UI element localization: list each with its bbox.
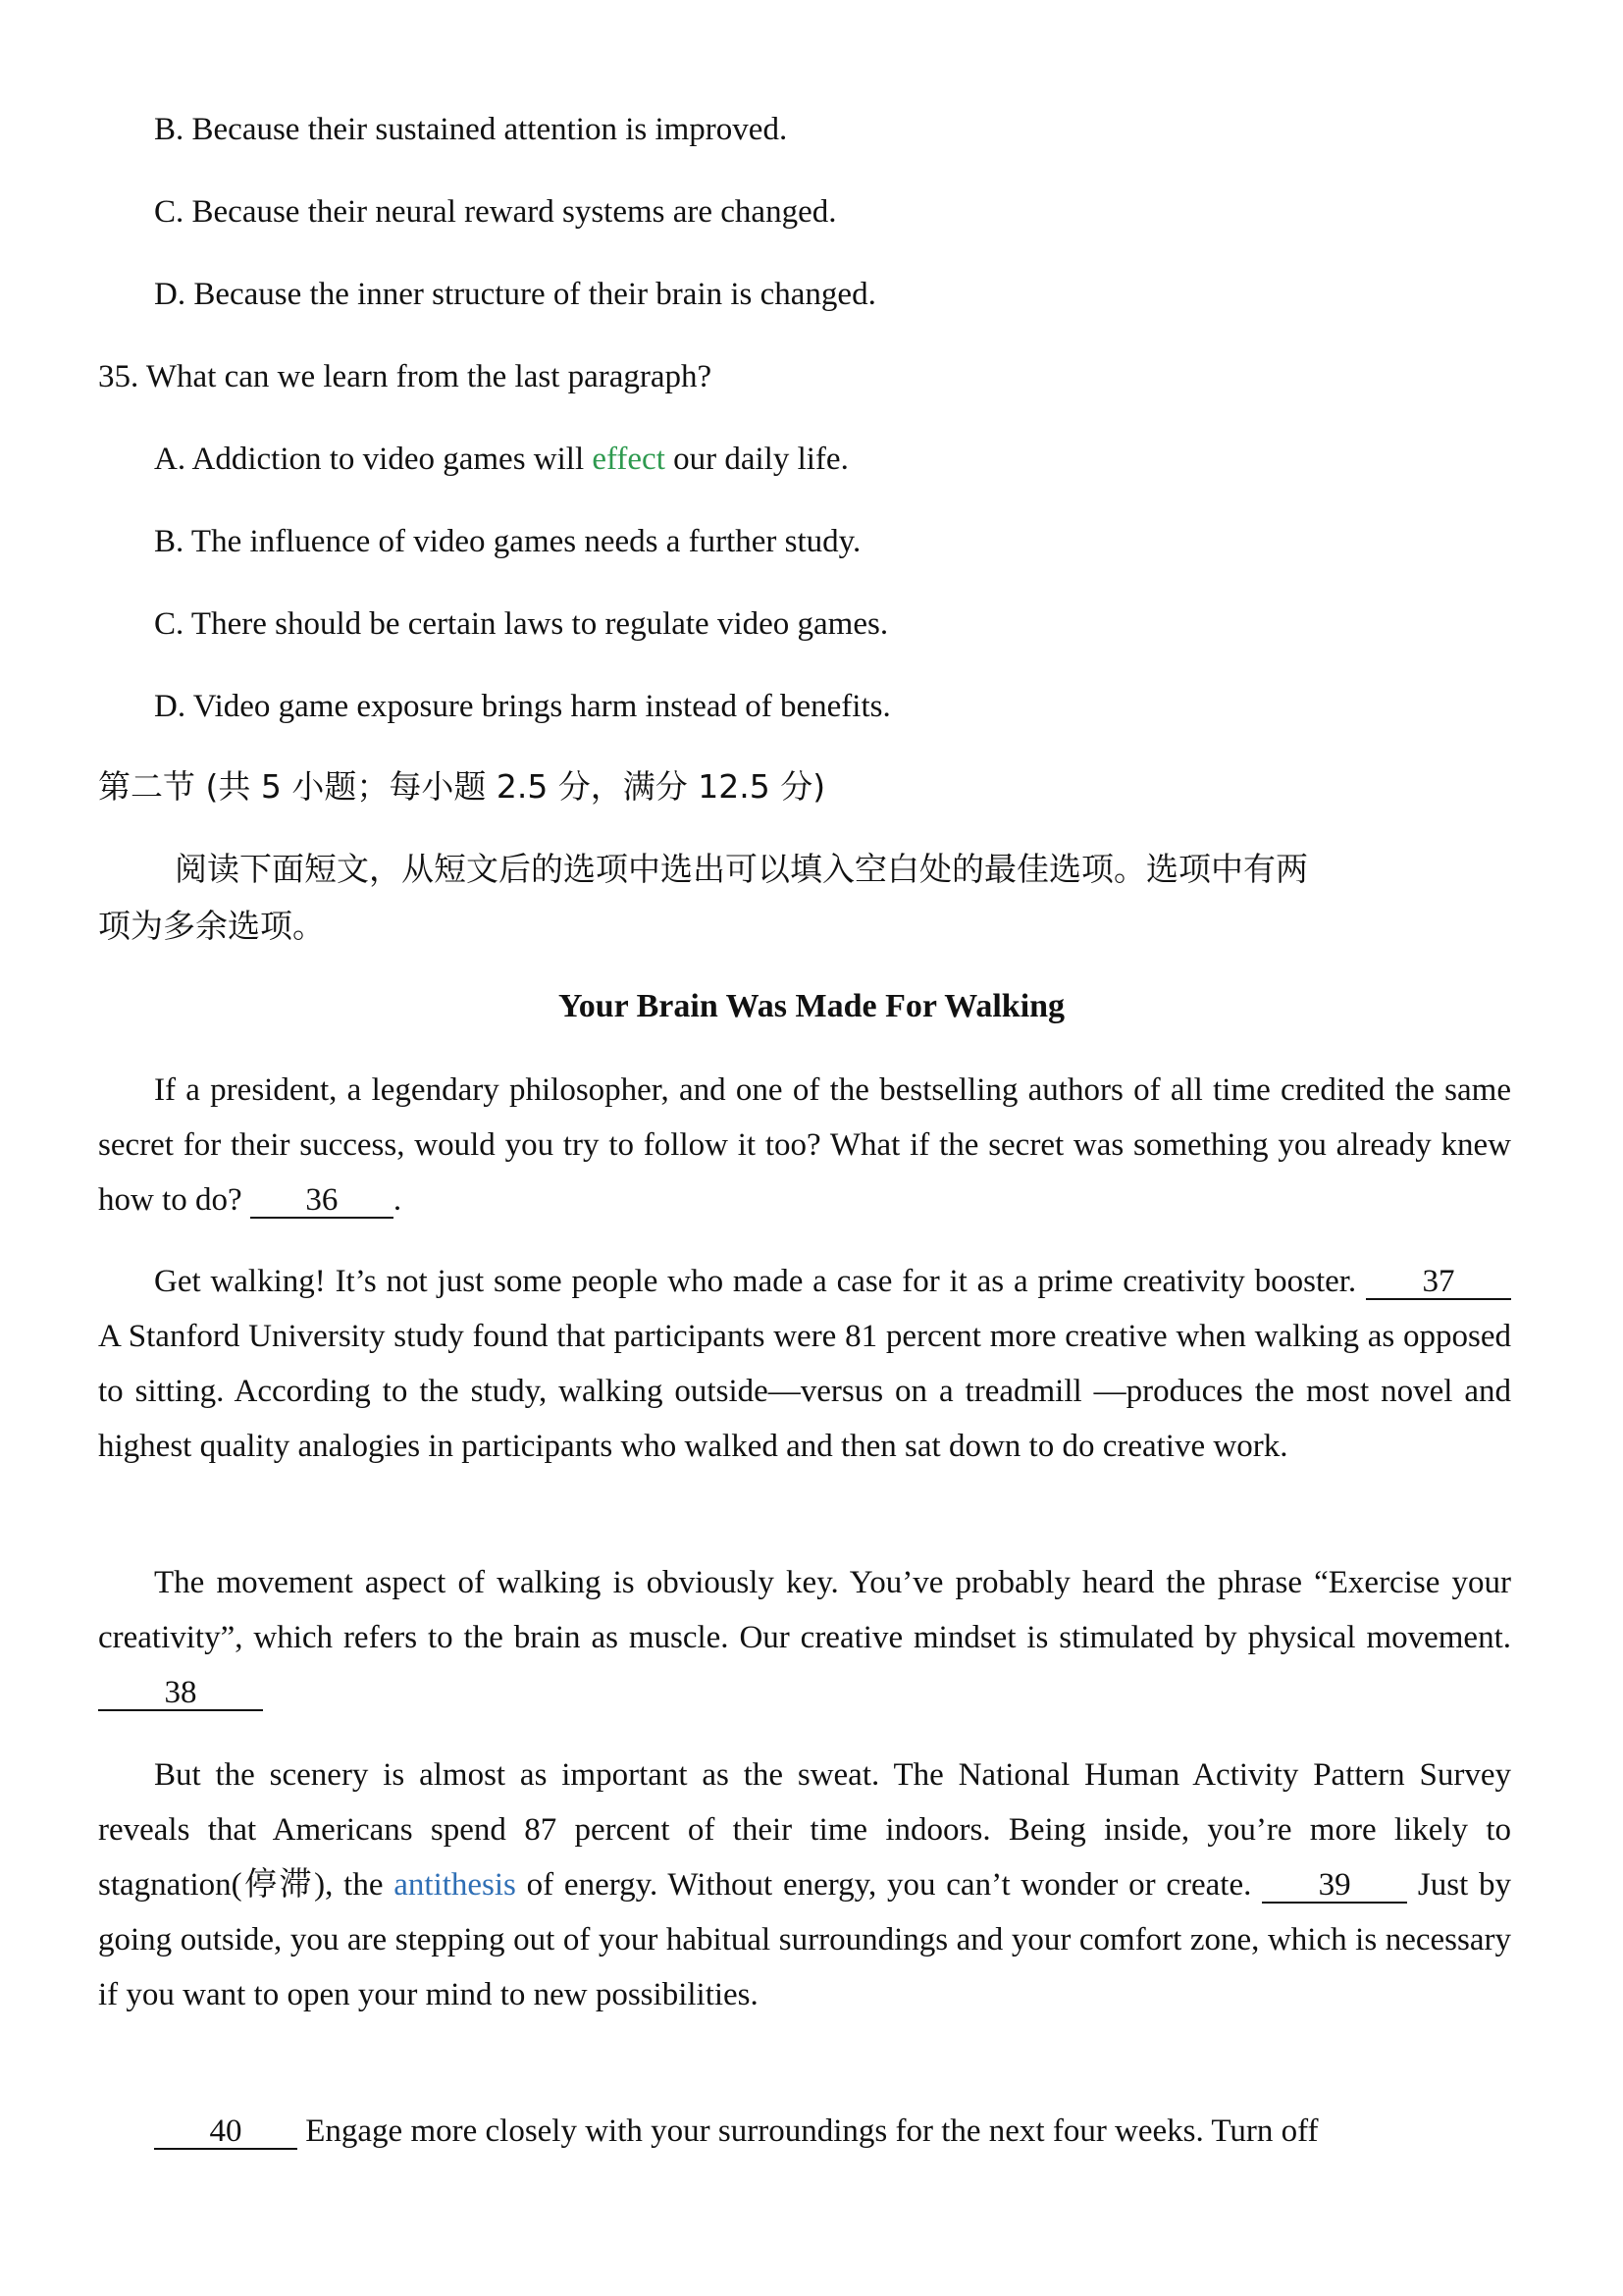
article-paragraph-2 <box>98 1254 1511 1474</box>
paragraph-1-end: . <box>393 1182 402 1218</box>
q35-option-a-end: our daily life. <box>664 442 849 477</box>
section-instruction-line1: 阅读下面短文，从短文后的选项中选出可以填入空白处的最佳选项。选项中有两 <box>175 850 1308 888</box>
q34-option-c: C. Because their neural reward systems are changed. <box>154 194 837 230</box>
article-paragraph-4 <box>98 1748 1511 2022</box>
paragraph-1-text: If a president, a legendary philosopher, and one of the bestselling authors of all time credited the same secret for their success, would you try to follow it too? What if the secret was something you already knew how to do? <box>98 1072 1511 1218</box>
article-paragraph-1 <box>98 1063 1511 1227</box>
paragraph-4-rest: Just by going outside, you are stepping out of your habitual surroundings and your comfort zone, which is necessary if you want to open your mind to new possibilities. <box>98 1867 1512 2012</box>
q34-option-b: B. Because their sustained attention is improved. <box>154 112 788 147</box>
section-instruction-line2: 项为多余选项。 <box>98 907 325 945</box>
paragraph-4-text: But the scenery is almost as important as the sweat. The National Human Activity Pattern Survey reveals that Americans spend 87 percent of their time indoors. Being inside, you’re more likely to stagnation(停滞), the <box>98 1757 1511 1903</box>
q34-option-d: D. Because the inner structure of their brain is changed. <box>154 277 876 312</box>
q35-stem: 35. What can we learn from the last paragraph? <box>98 359 712 394</box>
q35-option-d: D. Video game exposure brings harm instead of benefits. <box>154 689 891 724</box>
q35-highlight-word: effect <box>592 442 665 477</box>
paragraph-4-highlight-word: antithesis <box>393 1867 516 1903</box>
paragraph-3-text: The movement aspect of walking is obviously key. You’ve probably heard the phrase “Exercise your creativity”, which refers to the brain as muscle. Our creative mindset is stimulated by physical movement. <box>98 1565 1511 1655</box>
blank-38: 38 <box>98 1676 263 1711</box>
blank-36: 36 <box>250 1183 393 1219</box>
q35-option-c: C. There should be certain laws to regulate video games. <box>154 606 889 642</box>
paragraph-2-text: Get walking! It’s not just some people who made a case for it as a prime creativity booster. <box>154 1264 1366 1299</box>
article-title: Your Brain Was Made For Walking <box>557 988 1066 1024</box>
q35-option-a-text: A. Addiction to video games will <box>154 442 593 477</box>
blank-40: 40 <box>154 2114 297 2150</box>
q35-option-b: B. The influence of video games needs a further study. <box>154 524 862 559</box>
paragraph-5-text: Engage more closely with your surroundings for the next four weeks. Turn off <box>297 2113 1319 2149</box>
section-heading: 第二节 (共 5 小题；每小题 2.5 分，满分 12.5 分) <box>98 767 826 806</box>
article-paragraph-3 <box>98 1555 1511 1720</box>
paragraph-4-mid: of energy. Without energy, you can’t wonder or create. <box>515 1867 1263 1903</box>
paragraph-2-rest: A Stanford University study found that participants were 81 percent more creative when walking as opposed to sitting. According to the study, walking outside—versus on a treadmill —produces the most novel and highest quality analogies in participants who walked and then sat down to do creative work. <box>98 1319 1511 1464</box>
blank-39: 39 <box>1262 1868 1407 1904</box>
blank-37: 37 <box>1366 1265 1511 1300</box>
q35-option-a <box>154 440 849 479</box>
article-paragraph-5 <box>154 2104 1528 2159</box>
